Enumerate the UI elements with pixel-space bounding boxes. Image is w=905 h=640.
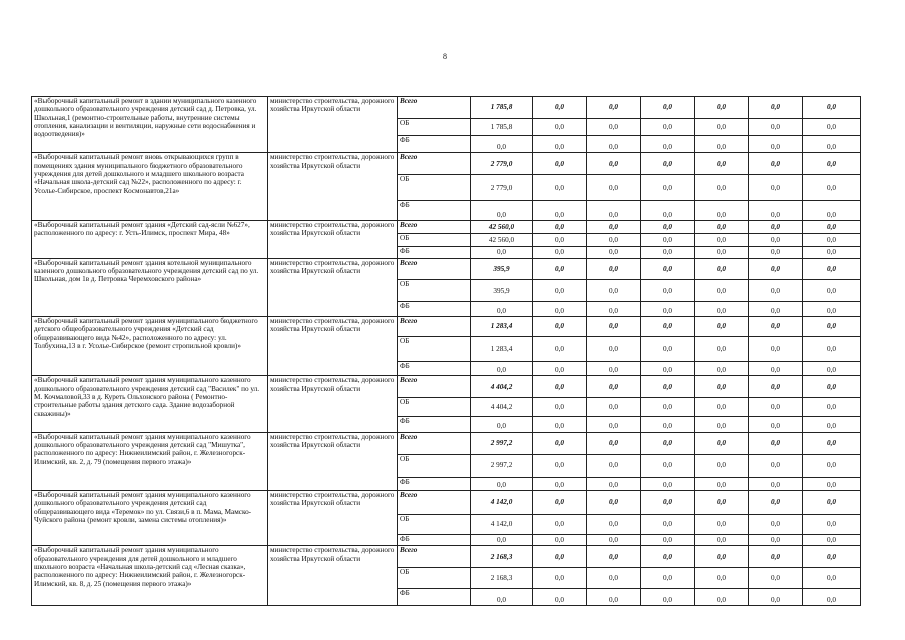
funding-source-cell: Всего (398, 432, 471, 454)
object-name-cell: «Выборочный капитальный ремонт здания котельной муниципального казенного дошкольного образовательного учреждения детский сад по ул. Школьная, дом 1в д. Петровка Черемховского района» (32, 258, 268, 316)
amount-cell: 0,0 (587, 546, 641, 568)
table-row (32, 97, 861, 119)
amount-cell: 0,0 (695, 398, 749, 417)
amount-cell: 0,0 (471, 361, 533, 376)
amount-cell: 0,0 (587, 201, 641, 221)
amount-cell: 0,0 (803, 135, 861, 153)
amount-cell: 0,0 (641, 302, 695, 317)
amount-cell: 0,0 (695, 280, 749, 302)
amount-cell: 0,0 (587, 398, 641, 417)
funding-source-cell: ОБ (398, 233, 471, 247)
amount-cell: 0,0 (803, 568, 861, 589)
amount-cell: 0,0 (695, 546, 749, 568)
amount-cell: 42 560,0 (471, 233, 533, 247)
amount-cell: 0,0 (587, 280, 641, 302)
amount-cell: 0,0 (695, 316, 749, 336)
object-name-cell: «Выборочный капитальный ремонт вновь открывающихся групп в помещениях здания муниципального бюджетного образовательного учреждения для детей дошкольного и младшего школьного возраста «Начальная школа-детский сад №22», расположенного по адресу: г. Усолье-Сибирское, проспект Космонавтов,21а» (32, 153, 268, 221)
amount-cell: 0,0 (587, 417, 641, 433)
amount-cell: 0,0 (641, 477, 695, 491)
amount-cell: 0,0 (695, 258, 749, 280)
amount-cell: 0,0 (471, 135, 533, 153)
amount-cell: 0,0 (749, 398, 803, 417)
funding-source-cell: Всего (398, 546, 471, 568)
amount-cell: 0,0 (471, 417, 533, 433)
funding-source-cell: ОБ (398, 398, 471, 417)
object-name-cell: «Выборочный капитальный ремонт здания муниципального казенного дошкольного образовательного учреждения детский сад "Василек" по ул. М. Кочмаловой,33 в д. Куреть Ольхонского района ( Ремонтно-строительные работы здания детского сада. Здание водозаборной скважины)» (32, 376, 268, 432)
amount-cell: 0,0 (695, 153, 749, 175)
amount-cell: 0,0 (587, 97, 641, 119)
amount-cell: 0,0 (471, 201, 533, 221)
amount-cell: 0,0 (641, 153, 695, 175)
funding-source-cell: ОБ (398, 454, 471, 477)
amount-cell: 0,0 (641, 201, 695, 221)
object-name-cell: «Выборочный капитальный ремонт здания «Детский сад-ясли №627», расположенного по адресу: г. Усть-Илимск, проспект Мира, 48» (32, 221, 268, 259)
amount-cell: 0,0 (803, 454, 861, 477)
funding-source-cell: ОБ (398, 175, 471, 201)
amount-cell: 0,0 (803, 302, 861, 317)
funding-source-cell: ФБ (398, 477, 471, 491)
funding-source-cell: ОБ (398, 568, 471, 589)
amount-cell: 0,0 (749, 534, 803, 545)
funding-source-cell: ФБ (398, 201, 471, 221)
amount-cell: 1 785,8 (471, 97, 533, 119)
amount-cell: 0,0 (749, 589, 803, 606)
amount-cell: 0,0 (803, 233, 861, 247)
funding-source-cell: Всего (398, 376, 471, 398)
funding-source-cell: Всего (398, 258, 471, 280)
amount-cell: 0,0 (803, 247, 861, 258)
amount-cell: 0,0 (533, 97, 587, 119)
funding-source-cell: ОБ (398, 515, 471, 535)
amount-cell: 0,0 (533, 280, 587, 302)
amount-cell: 0,0 (533, 589, 587, 606)
funding-source-cell: Всего (398, 153, 471, 175)
amount-cell: 0,0 (749, 135, 803, 153)
executor-cell: министерство строительства, дорожного хозяйства Иркутской области (268, 376, 398, 432)
amount-cell: 0,0 (749, 280, 803, 302)
amount-cell: 0,0 (641, 118, 695, 135)
executor-cell: министерство строительства, дорожного хозяйства Иркутской области (268, 432, 398, 490)
amount-cell: 0,0 (695, 118, 749, 135)
amount-cell: 0,0 (587, 175, 641, 201)
amount-cell: 0,0 (587, 118, 641, 135)
amount-cell: 0,0 (533, 477, 587, 491)
amount-cell: 0,0 (587, 247, 641, 258)
amount-cell: 4 404,2 (471, 376, 533, 398)
amount-cell: 0,0 (803, 515, 861, 535)
executor-cell: министерство строительства, дорожного хозяйства Иркутской области (268, 97, 398, 153)
amount-cell: 0,0 (641, 175, 695, 201)
amount-cell: 0,0 (695, 361, 749, 376)
funding-source-cell: ФБ (398, 534, 471, 545)
executor-cell: министерство строительства, дорожного хозяйства Иркутской области (268, 153, 398, 221)
amount-cell: 0,0 (641, 546, 695, 568)
amount-cell: 0,0 (641, 336, 695, 361)
amount-cell: 0,0 (803, 534, 861, 545)
amount-cell: 0,0 (587, 477, 641, 491)
amount-cell: 0,0 (749, 546, 803, 568)
amount-cell: 0,0 (695, 515, 749, 535)
funding-source-cell: ФБ (398, 361, 471, 376)
amount-cell: 0,0 (587, 432, 641, 454)
amount-cell: 0,0 (471, 534, 533, 545)
amount-cell: 0,0 (749, 233, 803, 247)
amount-cell: 0,0 (587, 302, 641, 317)
table-row (32, 491, 861, 515)
amount-cell: 0,0 (641, 258, 695, 280)
amount-cell: 0,0 (641, 568, 695, 589)
amount-cell: 0,0 (587, 258, 641, 280)
amount-cell: 0,0 (803, 417, 861, 433)
amount-cell: 0,0 (533, 258, 587, 280)
amount-cell: 0,0 (749, 336, 803, 361)
amount-cell: 0,0 (749, 316, 803, 336)
amount-cell: 0,0 (587, 454, 641, 477)
amount-cell: 0,0 (803, 221, 861, 234)
amount-cell: 0,0 (695, 376, 749, 398)
amount-cell: 0,0 (749, 247, 803, 258)
amount-cell: 0,0 (641, 376, 695, 398)
amount-cell: 0,0 (803, 316, 861, 336)
amount-cell: 0,0 (749, 361, 803, 376)
table-row (32, 546, 861, 568)
funding-source-cell: Всего (398, 97, 471, 119)
amount-cell: 0,0 (641, 398, 695, 417)
amount-cell: 0,0 (803, 398, 861, 417)
page-number: 8 (443, 52, 447, 61)
amount-cell: 0,0 (641, 316, 695, 336)
amount-cell: 0,0 (641, 361, 695, 376)
amount-cell: 0,0 (803, 546, 861, 568)
amount-cell: 0,0 (641, 534, 695, 545)
amount-cell: 0,0 (641, 589, 695, 606)
executor-cell: министерство строительства, дорожного хозяйства Иркутской области (268, 491, 398, 546)
amount-cell: 0,0 (533, 376, 587, 398)
amount-cell: 0,0 (695, 201, 749, 221)
amount-cell: 4 142,0 (471, 491, 533, 515)
amount-cell: 0,0 (587, 534, 641, 545)
amount-cell: 4 404,2 (471, 398, 533, 417)
object-name-cell: «Выборочный капитальный ремонт здания муниципального бюджетного детского общеобразовательного учреждения «Детский сад общеразвивающего вида №42», расположенного по адресу: ул. Толбухина,13 в г. Усолье-Сибирское (ремонт стропильной кровли)» (32, 316, 268, 375)
amount-cell: 0,0 (533, 221, 587, 234)
amount-cell: 0,0 (695, 302, 749, 317)
table-row (32, 376, 861, 398)
amount-cell: 0,0 (641, 247, 695, 258)
amount-cell: 0,0 (749, 221, 803, 234)
amount-cell: 0,0 (533, 247, 587, 258)
object-name-cell: «Выборочный капитальный ремонт здания муниципального казенного дошкольного образовательного учреждения детский сад "Мишутка", расположенного по адресу: Нижнеилимский район, г. Железногорск-Илимский, кв. 2, д. 79 (помещения первого этажа)» (32, 432, 268, 490)
amount-cell: 0,0 (641, 417, 695, 433)
amount-cell: 0,0 (587, 515, 641, 535)
table-row (32, 432, 861, 454)
amount-cell: 0,0 (533, 432, 587, 454)
amount-cell: 0,0 (587, 568, 641, 589)
funding-source-cell: ФБ (398, 135, 471, 153)
amount-cell: 0,0 (533, 491, 587, 515)
executor-cell: министерство строительства, дорожного хозяйства Иркутской области (268, 316, 398, 375)
funding-source-cell: ФБ (398, 247, 471, 258)
amount-cell: 2 168,3 (471, 546, 533, 568)
amount-cell: 0,0 (471, 247, 533, 258)
amount-cell: 0,0 (695, 417, 749, 433)
amount-cell: 0,0 (533, 515, 587, 535)
amount-cell: 1 283,4 (471, 336, 533, 361)
amount-cell: 0,0 (803, 432, 861, 454)
amount-cell: 0,0 (641, 454, 695, 477)
amount-cell: 395,9 (471, 280, 533, 302)
amount-cell: 0,0 (587, 361, 641, 376)
table-row (32, 258, 861, 280)
amount-cell: 0,0 (803, 97, 861, 119)
budget-table (31, 96, 861, 606)
amount-cell: 4 142,0 (471, 515, 533, 535)
amount-cell: 0,0 (587, 316, 641, 336)
amount-cell: 0,0 (803, 201, 861, 221)
amount-cell: 0,0 (749, 376, 803, 398)
amount-cell: 0,0 (641, 491, 695, 515)
executor-cell: министерство строительства, дорожного хозяйства Иркутской области (268, 221, 398, 259)
amount-cell: 0,0 (533, 336, 587, 361)
funding-source-cell: ОБ (398, 118, 471, 135)
amount-cell: 0,0 (695, 97, 749, 119)
amount-cell: 0,0 (803, 491, 861, 515)
amount-cell: 0,0 (533, 361, 587, 376)
amount-cell: 0,0 (641, 135, 695, 153)
amount-cell: 2 779,0 (471, 175, 533, 201)
amount-cell: 0,0 (749, 454, 803, 477)
amount-cell: 0,0 (587, 376, 641, 398)
amount-cell: 0,0 (587, 233, 641, 247)
amount-cell: 0,0 (749, 432, 803, 454)
amount-cell: 0,0 (533, 534, 587, 545)
executor-cell: министерство строительства, дорожного хозяйства Иркутской области (268, 546, 398, 606)
amount-cell: 0,0 (749, 258, 803, 280)
amount-cell: 0,0 (641, 233, 695, 247)
amount-cell: 0,0 (695, 534, 749, 545)
amount-cell: 0,0 (471, 589, 533, 606)
amount-cell: 0,0 (803, 153, 861, 175)
amount-cell: 0,0 (749, 302, 803, 317)
amount-cell: 0,0 (533, 568, 587, 589)
amount-cell: 395,9 (471, 258, 533, 280)
amount-cell: 0,0 (749, 568, 803, 589)
amount-cell: 0,0 (749, 153, 803, 175)
amount-cell: 0,0 (695, 568, 749, 589)
amount-cell: 0,0 (587, 491, 641, 515)
amount-cell: 0,0 (533, 175, 587, 201)
amount-cell: 0,0 (533, 546, 587, 568)
amount-cell: 0,0 (695, 233, 749, 247)
amount-cell: 0,0 (533, 398, 587, 417)
table-row (32, 153, 861, 175)
amount-cell: 0,0 (587, 135, 641, 153)
amount-cell: 0,0 (803, 280, 861, 302)
amount-cell: 0,0 (641, 515, 695, 535)
object-name-cell: «Выборочный капитальный ремонт в здании муниципального казенного дошкольного образовательного учреждения детский сад д. Петровка, ул. Школьная,1 (ремонтно-строительные работы, внутренние системы отопления, канализации и вентиляции, наружные сети водоснабжения и водоотведения)» (32, 97, 268, 153)
amount-cell: 0,0 (749, 118, 803, 135)
amount-cell: 1 785,8 (471, 118, 533, 135)
amount-cell: 0,0 (533, 316, 587, 336)
amount-cell: 2 168,3 (471, 568, 533, 589)
funding-source-cell: Всего (398, 221, 471, 234)
amount-cell: 0,0 (587, 589, 641, 606)
funding-source-cell: ОБ (398, 336, 471, 361)
amount-cell: 0,0 (695, 589, 749, 606)
table-row (32, 316, 861, 336)
amount-cell: 0,0 (695, 221, 749, 234)
amount-cell: 0,0 (471, 477, 533, 491)
executor-cell: министерство строительства, дорожного хозяйства Иркутской области (268, 258, 398, 316)
amount-cell: 0,0 (749, 417, 803, 433)
amount-cell: 0,0 (587, 153, 641, 175)
amount-cell: 0,0 (533, 118, 587, 135)
amount-cell: 2 779,0 (471, 153, 533, 175)
amount-cell: 0,0 (803, 336, 861, 361)
funding-source-cell: Всего (398, 316, 471, 336)
funding-source-cell: ФБ (398, 302, 471, 317)
amount-cell: 0,0 (587, 336, 641, 361)
amount-cell: 0,0 (533, 302, 587, 317)
amount-cell: 0,0 (695, 175, 749, 201)
amount-cell: 0,0 (749, 201, 803, 221)
table-row (32, 221, 861, 234)
amount-cell: 0,0 (695, 336, 749, 361)
object-name-cell: «Выборочный капитальный ремонт здания муниципального казенного дошкольного образовательного учреждения детский сад общеразвивающего вида «Теремок» по ул. Связи,6 в п. Мама, Мамско-Чуйского района (ремонт кровли, замена системы отопления)» (32, 491, 268, 546)
amount-cell: 0,0 (533, 454, 587, 477)
funding-source-cell: ФБ (398, 589, 471, 606)
amount-cell: 0,0 (695, 247, 749, 258)
amount-cell: 0,0 (533, 233, 587, 247)
amount-cell: 42 560,0 (471, 221, 533, 234)
amount-cell: 0,0 (803, 589, 861, 606)
amount-cell: 0,0 (695, 432, 749, 454)
amount-cell: 0,0 (749, 477, 803, 491)
amount-cell: 0,0 (749, 515, 803, 535)
amount-cell: 0,0 (695, 477, 749, 491)
amount-cell: 0,0 (533, 135, 587, 153)
amount-cell: 0,0 (533, 417, 587, 433)
amount-cell: 0,0 (533, 153, 587, 175)
amount-cell: 0,0 (749, 491, 803, 515)
amount-cell: 0,0 (749, 175, 803, 201)
amount-cell: 2 997,2 (471, 432, 533, 454)
amount-cell: 0,0 (803, 477, 861, 491)
amount-cell: 0,0 (749, 97, 803, 119)
amount-cell: 0,0 (803, 361, 861, 376)
amount-cell: 0,0 (641, 280, 695, 302)
funding-source-cell: ФБ (398, 417, 471, 433)
amount-cell: 0,0 (533, 201, 587, 221)
amount-cell: 2 997,2 (471, 454, 533, 477)
amount-cell: 0,0 (803, 376, 861, 398)
amount-cell: 1 283,4 (471, 316, 533, 336)
amount-cell: 0,0 (587, 221, 641, 234)
amount-cell: 0,0 (695, 454, 749, 477)
amount-cell: 0,0 (471, 302, 533, 317)
object-name-cell: «Выборочный капитальный ремонт здания муниципального образовательного учреждения для детей дошкольного и младшего школьного возраста «Начальная школа-детский сад «Лесная сказка», расположенного по адресу: Нижнеилимский район, г. Железногорск-Илимский, кв. 8, д. 25 (помещения первого этажа)» (32, 546, 268, 606)
funding-source-cell: ОБ (398, 280, 471, 302)
amount-cell: 0,0 (803, 118, 861, 135)
amount-cell: 0,0 (803, 175, 861, 201)
funding-source-cell: Всего (398, 491, 471, 515)
amount-cell: 0,0 (803, 258, 861, 280)
amount-cell: 0,0 (695, 491, 749, 515)
amount-cell: 0,0 (695, 135, 749, 153)
amount-cell: 0,0 (641, 432, 695, 454)
amount-cell: 0,0 (641, 97, 695, 119)
amount-cell: 0,0 (641, 221, 695, 234)
